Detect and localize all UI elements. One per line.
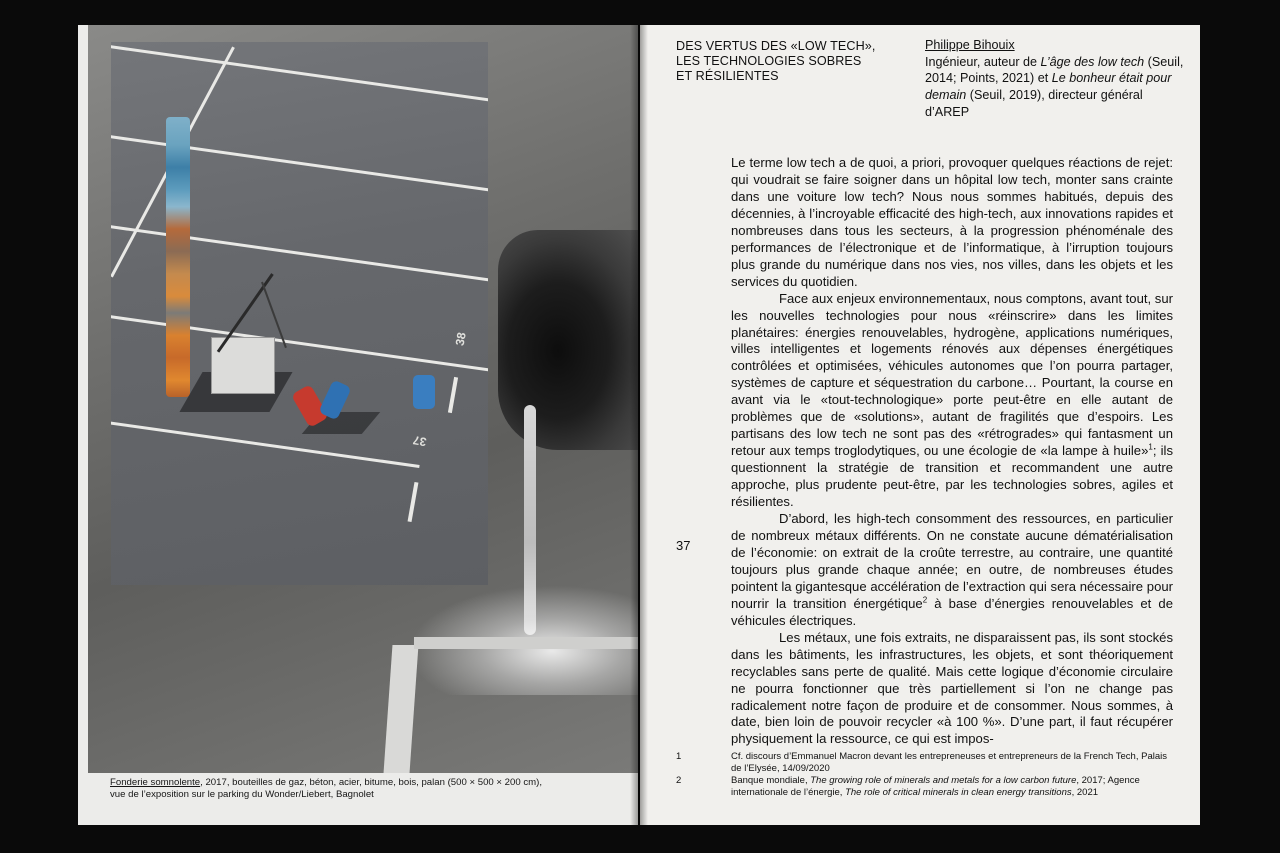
right-page bbox=[640, 25, 1200, 825]
footnote-text: Cf. discours d’Emmanuel Macron devant les entrepreneuses et entrepreneurs de la French Tech, Palais de l’Elysée, 14/09/2020 bbox=[731, 751, 1167, 774]
left-page bbox=[78, 25, 638, 825]
bw-curb-edge bbox=[414, 637, 638, 649]
parking-line bbox=[111, 419, 420, 468]
caption-details: , 2017, bouteilles de gaz, béton, acier, bitume, bois, palan (500 × 500 × 200 cm), bbox=[200, 777, 543, 788]
gas-bottle-column bbox=[166, 117, 190, 397]
paragraph: D’abord, les high-tech consomment des ressources, en particulier de nombreux métaux différents. On ne constate aucune dématérialisation de l’économie: on extrait de la croûte terrestre, au contraire, une quantité toujours plus grande chaque année; en outre, de nombreuses études pointent la gigantesque accélération de l’extraction qui sera nécessaire pour nourrir la transition énergétique$^2$ à base d’énergies renouvelables et de véhicules électriques. bbox=[731, 511, 1173, 628]
article-title bbox=[676, 39, 906, 84]
caption-title: Fonderie somnolente bbox=[110, 777, 201, 788]
title-line: LES TECHNOLOGIES SOBRES bbox=[676, 54, 862, 68]
footnote bbox=[676, 775, 1176, 799]
footnote-ref: 2 bbox=[922, 595, 928, 605]
title-line: DES VERTUS DES «LOW TECH», bbox=[676, 39, 876, 53]
author-name: Philippe Bihouix bbox=[925, 38, 1015, 52]
author-bio: Ingénieur, auteur de bbox=[925, 54, 1041, 69]
author-book: Le bonheur était pour demain bbox=[925, 71, 1172, 103]
book-spread bbox=[78, 25, 1200, 825]
footnote-number: 2 bbox=[676, 775, 682, 786]
footnote-text: Banque mondiale, The growing role of minerals and metals for a low carbon future, 2017; Agence internationale de l’énergie, The role of critical minerals in clean energy transitions, 2021 bbox=[731, 775, 1140, 798]
parking-number: 38 bbox=[452, 331, 469, 347]
bw-curb bbox=[384, 645, 419, 773]
image-caption bbox=[110, 777, 630, 801]
paragraph: Face aux enjeux environnementaux, nous comptons, avant tout, sur les nouvelles technologies pour nous «réinscrire» dans les limites planétaires: énergies renouvelables, hydrogène, applications numériques, villes intelligentes et logements rénovés aux dépenses énergétiques contrôlées et optimisées, véhicules autonomes que l’on pourra partager, systèmes de capture et séquestration du carbone… Pourtant, la course en avant via le «tout-technologique» porte peut-être en elle autant de problèmes que de «solutions», autant de fragilités que d’espoirs. Les partisans des low tech ne sont pas des «rétrogrades» qui fantasment un retour aux temps troglodytiques, ou une écologie de «la lampe à huile»$^1$; ils questionnent la stratégie de transition et recommandent une autre approche, plus prudente peut-être, par les technologies sobres, agiles et résilientes. bbox=[731, 290, 1174, 510]
author-bio: (Seuil, 2019), directeur général d’AREP bbox=[925, 88, 1143, 119]
color-photo-installation bbox=[111, 42, 488, 585]
footnote-ref: 1 bbox=[1148, 442, 1153, 452]
book-gutter bbox=[630, 25, 648, 825]
footnote-number: 1 bbox=[676, 751, 682, 762]
article-body bbox=[731, 155, 1173, 748]
parking-line-vertical bbox=[448, 377, 458, 413]
author-block bbox=[925, 37, 1185, 121]
parking-number: 37 bbox=[411, 432, 428, 450]
page-number: 37 bbox=[676, 538, 691, 553]
author-book: L’âge des low tech bbox=[1040, 54, 1145, 69]
parking-line bbox=[111, 43, 488, 104]
footnote bbox=[676, 751, 1176, 775]
paragraph: Les métaux, une fois extraits, ne disparaissent pas, ils sont stockés dans les bâtiments, les infrastructures, les objets, et sont théoriquement recyclables sans perte de qualité. Mais cette logique d’économie circulaire ne pourra fonctionner que très partiellement si l’on ne change pas radicalement notre façon de produire et de consommer. Nous sommes, à date, bien loin de pouvoir recycler «à 100 %». D’une part, il faut récupérer physiquement la ressource, ce qui est impos- bbox=[731, 629, 1173, 747]
title-line: ET RÉSILIENTES bbox=[676, 69, 779, 83]
blue-gas-bottle bbox=[413, 375, 435, 409]
footnotes bbox=[676, 751, 1176, 799]
bw-pipe bbox=[498, 230, 638, 450]
author-bio: (Seuil, 2014; Points, 2021) et bbox=[925, 54, 1184, 86]
parking-line-vertical bbox=[408, 482, 419, 522]
caption-line2: vue de l’exposition sur le parking du Wonder/Liebert, Bagnolet bbox=[110, 789, 374, 800]
paragraph: Le terme low tech a de quoi, a priori, provoquer quelques réactions de rejet: qui voudrait se faire soigner dans un hôpital low tech, monter sans crainte dans une voiture low tech? Nous nous sommes habitués, depuis des décennies, à l’incroyable efficacité des high-tech, aux innovations rapides et nombreuses dans tous les secteurs, à la progression phénoménale des performances de l’électronique et de l’informatique, à l’irruption toujours plus grande du numérique dans nos vies, nos villes, dans les objets et les services du quotidien. bbox=[731, 155, 1173, 289]
